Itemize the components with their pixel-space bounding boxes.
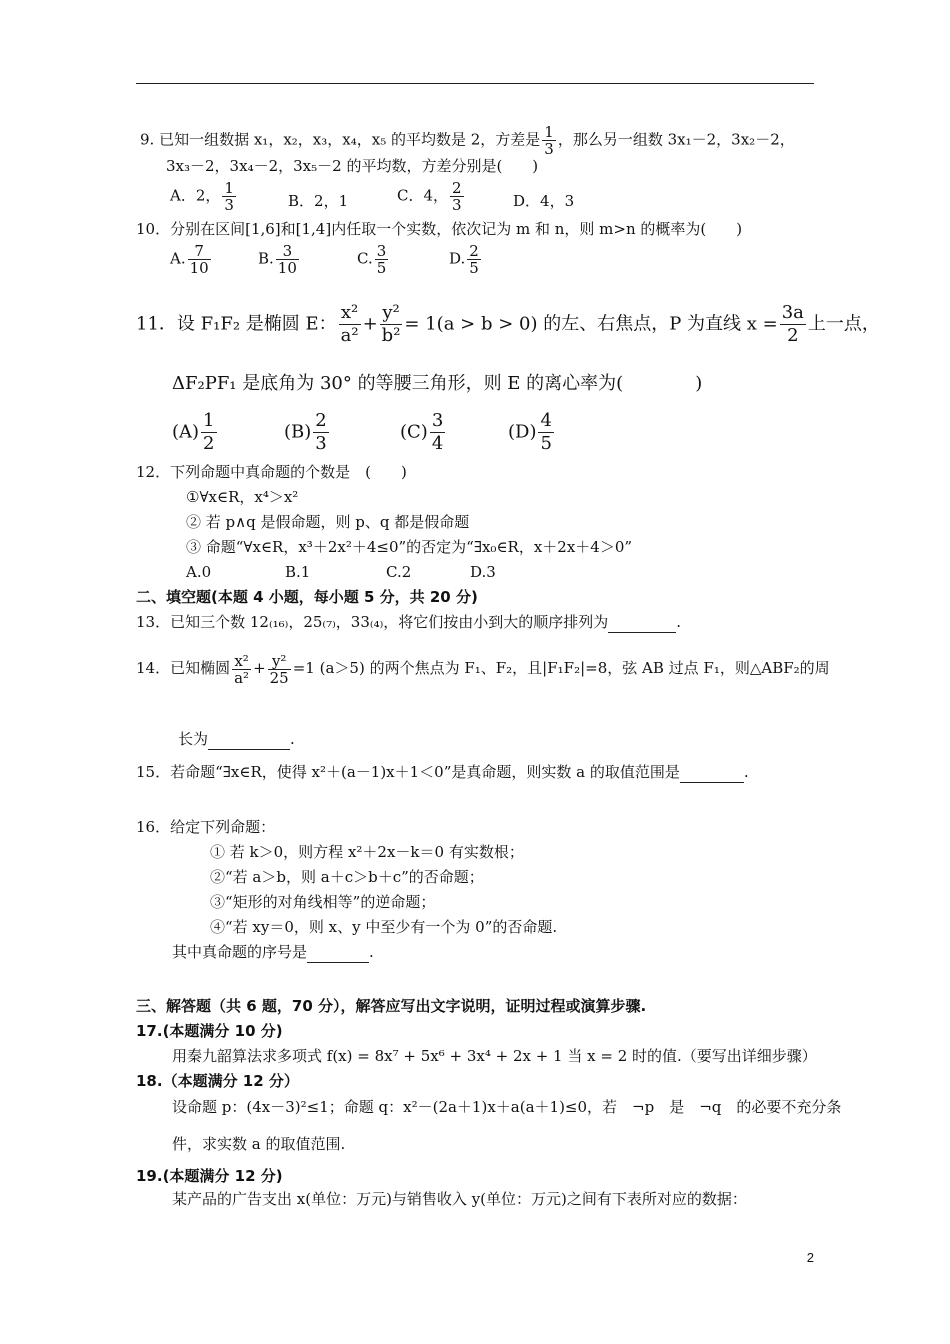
q10-option-d: D. $\frac{2}{5}$ <box>449 242 479 277</box>
page-number: 2 <box>806 1250 814 1265</box>
q10-line1: 10．分别在区间[1,6]和[1,4]内任取一个实数，依次记为 m 和 n，则 m>n 的概率为( ) <box>136 220 743 238</box>
q19-body: 某产品的广告支出 x(单位：万元)与销售收入 y(单位：万元)之间有下表所对应的数据： <box>172 1190 747 1208</box>
q12-option-c: C.2 <box>386 563 412 581</box>
q11-option-b: (B) $\frac{2}{3}$ <box>284 410 327 454</box>
q13-blank[interactable] <box>608 612 676 633</box>
q11-option-a: (A) $\frac{1}{2}$ <box>172 410 215 454</box>
q9-line1: 9. 已知一组数据 x₁，x₂，x₃，x₄，x₅ 的平均数是 2，方差是 $\frac{1}{3}$ ，那么另一组数 3x₁－2，3x₂－2， <box>140 123 795 158</box>
section-3-heading: 三、解答题（共 6 题，70 分），解答应写出文字说明，证明过程或演算步骤. <box>136 997 647 1015</box>
q12-option-b: B.1 <box>285 563 311 581</box>
q9-line2: 3x₃－2，3x₄－2，3x₅－2 的平均数，方差分别是( ) <box>166 157 539 175</box>
q10-option-b: B. $\frac{3}{10}$ <box>258 242 297 277</box>
q12-item3: ③ 命题“∀x∈R，x³＋2x²＋4≤0”的否定为“∃x₀∈R，x＋2x＋4＞0” <box>186 538 633 556</box>
q9-option-d: D．4，3 <box>513 192 575 210</box>
q17-heading: 17.(本题满分 10 分) <box>136 1022 283 1040</box>
q18-heading: 18.（本题满分 12 分） <box>136 1072 299 1090</box>
section-2-heading: 二、填空题(本题 4 小题，每小题 5 分，共 20 分) <box>136 588 478 606</box>
q16-item1: ① 若 k＞0，则方程 x²＋2x－k＝0 有实数根； <box>210 843 524 861</box>
q9-option-b: B．2，1 <box>288 192 349 210</box>
q16-item4: ④“若 xy＝0，则 x、y 中至少有一个为 0”的否命题. <box>210 918 558 936</box>
q12-line1: 12．下列命题中真命题的个数是 ( ) <box>136 463 407 481</box>
q11-option-d: (D) $\frac{4}{5}$ <box>508 410 552 454</box>
header-rule <box>136 83 814 84</box>
q16-line1: 16．给定下列命题： <box>136 818 276 836</box>
q15-line: 15．若命题“∃x∈R，使得 x²＋(a－1)x＋1＜0”是真命题，则实数 a 的取值范围是 . <box>136 763 749 781</box>
q10-option-c: C. $\frac{3}{5}$ <box>357 242 387 277</box>
q13-line: 13．已知三个数 12₍₁₆₎，25₍₇₎，33₍₄₎，将它们按由小到大的顺序排列为 . <box>136 613 682 631</box>
q11-line2: ΔF₂PF₁ 是底角为 30° 的等腰三角形，则 E 的离心率为( ) <box>172 373 703 394</box>
q15-blank[interactable] <box>680 762 744 783</box>
q17-body: 用秦九韶算法求多项式 f(x) = 8x⁷ + 5x⁶ + 3x⁴ + 2x + 1 当 x = 2 时的值.（要写出详细步骤） <box>172 1047 817 1065</box>
q9-option-c: C．4， $\frac{2}{3}$ <box>397 179 462 214</box>
q12-option-d: D.3 <box>470 563 496 581</box>
q10-option-a: A. $\frac{7}{10}$ <box>170 242 209 277</box>
q18-body1: 设命题 p：(4x－3)²≤1；命题 q：x²－(2a＋1)x＋a(a＋1)≤0，若 ¬p 是 ¬q 的必要不充分条 <box>172 1098 842 1116</box>
q12-item2: ② 若 p∧q 是假命题，则 p、q 都是假命题 <box>186 513 470 531</box>
q12-item1: ①∀x∈R，x⁴＞x² <box>186 488 299 506</box>
q16-item2: ②“若 a＞b，则 a＋c＞b＋c”的否命题； <box>210 868 484 886</box>
q16-last: 其中真命题的序号是 . <box>172 943 374 961</box>
q14-line1: 14．已知椭圆 $\frac{\text{x²}}{\text{a²}}$ + $\frac{\text{y²}}{25}$ =1 (a＞5) 的两个焦点为 F₁、F₂，且|F₁F₂|=8，弦 AB 过点 F₁，则△ABF₂的周 <box>136 651 830 687</box>
q12-option-a: A.0 <box>186 563 212 581</box>
q14-blank[interactable] <box>208 729 290 750</box>
q18-body2: 件，求实数 a 的取值范围. <box>172 1135 346 1153</box>
q14-line2: 长为 . <box>178 730 295 748</box>
q9-option-a: A．2， $\frac{1}{3}$ <box>170 179 234 214</box>
q16-item3: ③“矩形的对角线相等”的逆命题； <box>210 893 436 911</box>
q11-option-c: (C) $\frac{3}{4}$ <box>400 410 444 454</box>
q11-line1: 11．设 F₁F₂ 是椭圆 E： $\frac{\text{x²}}{\text{a²}}$ + $\frac{\text{y²}}{\text{b²}}$ = 1(a > b > 0) 的左、右焦点，P 为直线 x = $\frac{3a}{2}$ 上一点， <box>136 302 880 346</box>
q9-variance-fraction: $\frac{1}{3}$ <box>544 123 554 158</box>
q16-blank[interactable] <box>307 942 369 963</box>
q19-heading: 19.(本题满分 12 分) <box>136 1167 283 1185</box>
